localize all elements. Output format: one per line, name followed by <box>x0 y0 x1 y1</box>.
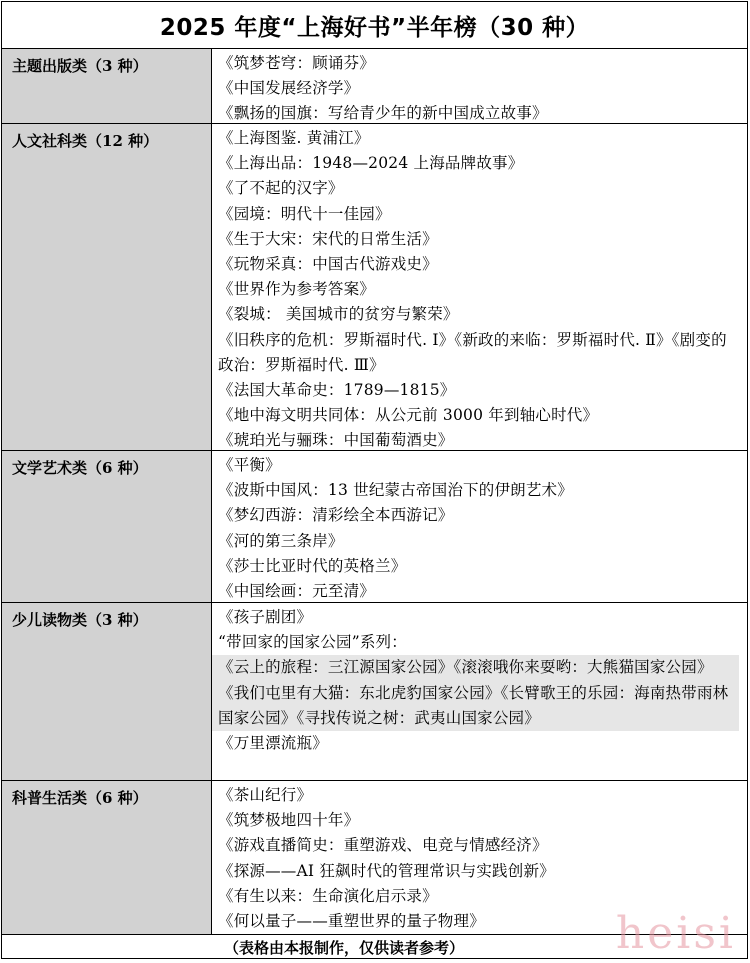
book-title: 《飘扬的国旗：写给青少年的新中国成立故事》 <box>218 104 548 123</box>
book-title: 《探源——AI 狂飙时代的管理常识与实践创新》 <box>218 861 555 880</box>
category-label: 主题出版类（3 种） <box>2 49 212 123</box>
category-label: 文学艺术类（6 种） <box>2 451 212 602</box>
book-list <box>212 603 747 780</box>
book-title: 《世界作为参考答案》 <box>218 280 376 299</box>
book-title: 《茶山纪行》 <box>218 786 313 804</box>
book-title: 《何以量子——重塑世界的量子物理》 <box>218 912 485 931</box>
book-title: 《游戏直播简史：重塑游戏、电竞与情感经济》 <box>218 836 548 855</box>
book-title: 《河的第三条岸》 <box>218 531 344 550</box>
category-label: 少儿读物类（3 种） <box>2 603 212 780</box>
category-row-literature <box>2 451 747 603</box>
series-book-list: 《云上的旅程：三江源国家公园》《滚滚哦你来耍哟：大熊猫国家公园》《我们屯里有大猫：东北虎豹国家公园》《长臂歌王的乐园：海南热带雨林国家公园》《寻找传说之树：武夷山国家公园》 <box>212 655 739 731</box>
book-title: 《生于大宋：宋代的日常生活》 <box>218 229 438 248</box>
book-title: 《园境：明代十一佳园》 <box>218 204 391 223</box>
book-title: 《上海图鉴. 黄浦江》 <box>218 129 370 147</box>
book-title: 《地中海文明共同体：从公元前 3000 年到轴心时代》 <box>218 406 599 425</box>
category-row-theme <box>2 49 747 124</box>
book-title: 《中国发展经济学》 <box>218 79 360 98</box>
book-title: 《筑梦极地四十年》 <box>218 811 360 830</box>
category-row-humanities <box>2 124 747 451</box>
watermark: heisi <box>615 908 736 959</box>
book-title: 《裂城： 美国城市的贫穷与繁荣》 <box>218 305 459 324</box>
book-list <box>212 451 747 602</box>
book-title: 《孩子剧团》 <box>218 608 313 626</box>
book-title: 《波斯中国风：13 世纪蒙古帝国治下的伊朗艺术》 <box>218 481 573 500</box>
table-footnote: （表格由本报制作，仅供读者参考） <box>224 939 465 957</box>
book-title: 《有生以来：生命演化启示录》 <box>218 886 438 905</box>
book-title: 《莎士比亚时代的英格兰》 <box>218 556 407 575</box>
book-title: 《梦幻西游：清彩绘全本西游记》 <box>218 506 454 525</box>
book-title: 《上海出品：1948—2024 上海品牌故事》 <box>218 154 524 173</box>
book-title: 《中国绘画：元至清》 <box>218 582 376 601</box>
book-list-table <box>1 1 748 959</box>
book-list <box>212 124 747 450</box>
category-label: 科普生活类（6 种） <box>2 781 212 934</box>
book-list <box>212 49 747 123</box>
book-title: 《筑梦苍穹：顾诵芬》 <box>218 54 376 72</box>
series-heading: “带回家的国家公园”系列： <box>218 633 407 652</box>
book-title: 《了不起的汉字》 <box>218 179 344 198</box>
book-title: 《万里漂流瓶》 <box>218 734 328 753</box>
book-title: 《法国大革命史：1789—1815》 <box>218 381 456 400</box>
category-label: 人文社科类（12 种） <box>2 124 212 450</box>
category-row-children <box>2 603 747 781</box>
book-title: 《玩物采真：中国古代游戏史》 <box>218 255 438 274</box>
book-title: 《旧秩序的危机：罗斯福时代. Ⅰ》《新政的来临：罗斯福时代. Ⅱ》《剧变的政治：罗斯福时代. Ⅲ》 <box>218 330 727 374</box>
table-title: 2025 年度“上海好书”半年榜（30 种） <box>2 2 747 49</box>
book-title: 《琥珀光与骊珠：中国葡萄酒史》 <box>218 431 454 450</box>
book-title: 《平衡》 <box>218 456 281 474</box>
